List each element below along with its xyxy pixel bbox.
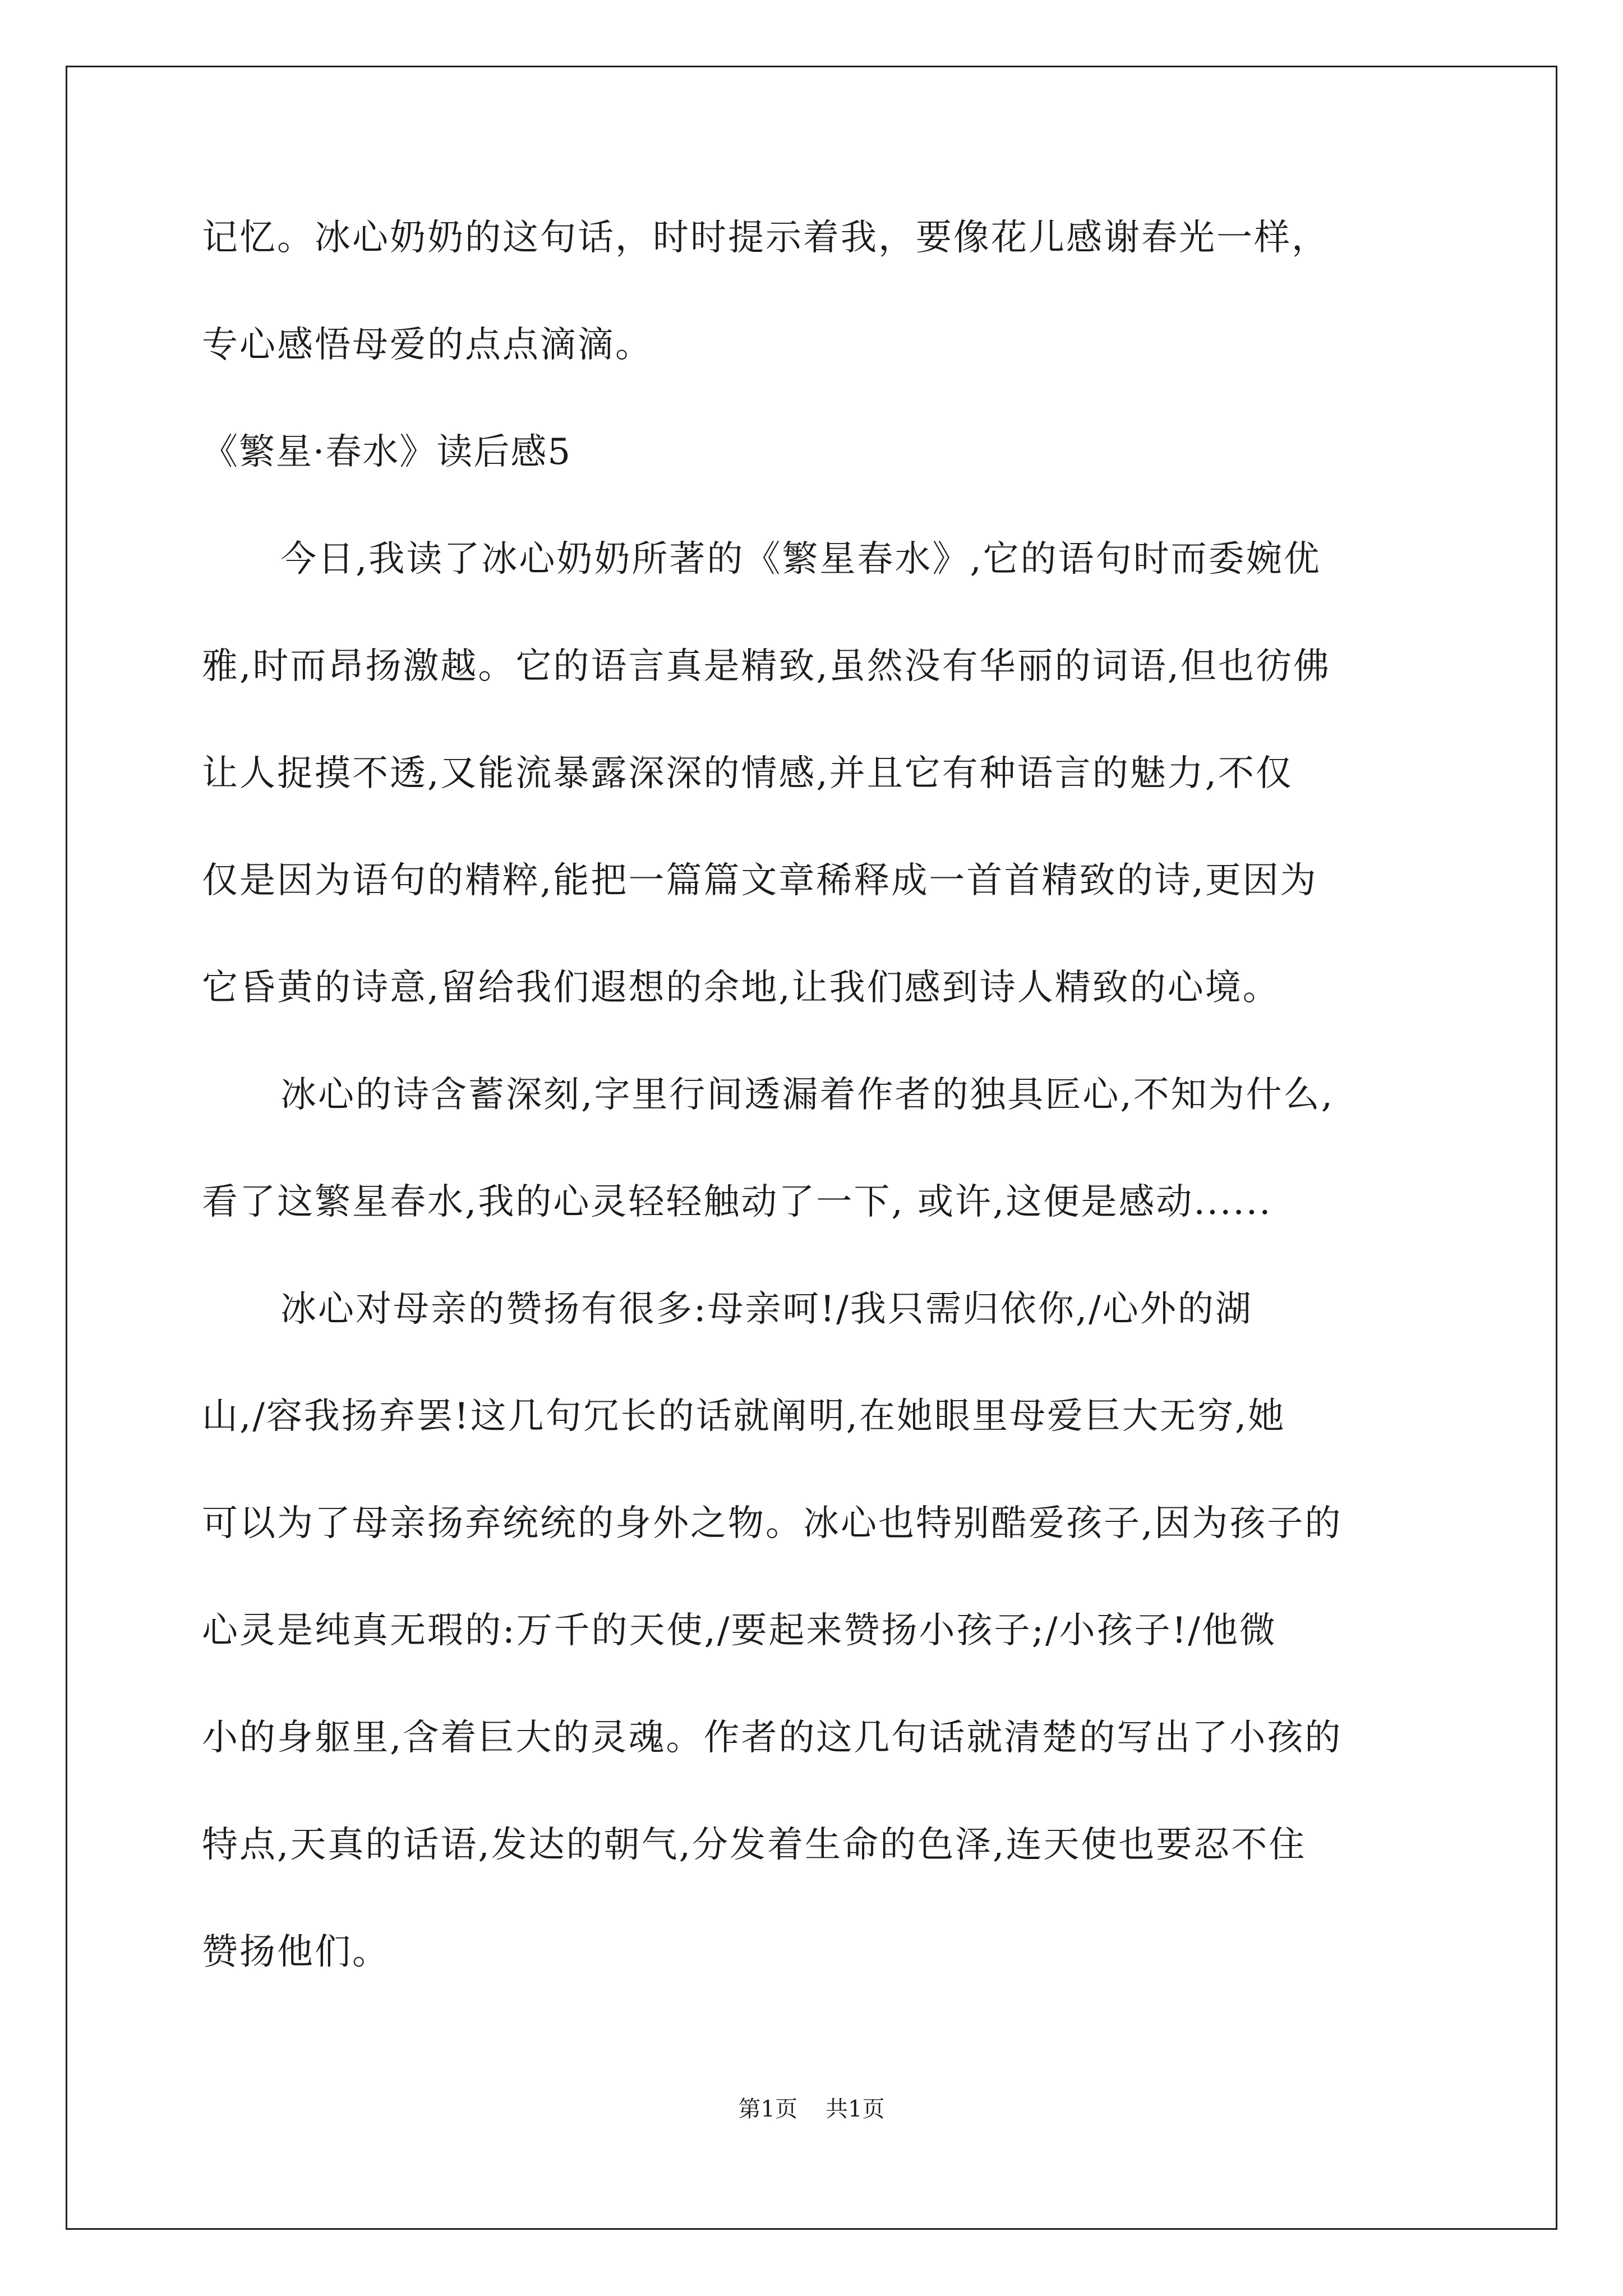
paragraph-line: 记忆。冰心奶奶的这句话，时时提示着我，要像花儿感谢春光一样， (202, 217, 1329, 259)
document-body (202, 217, 1436, 2041)
paragraph-line: 看了这繁星春水,我的心灵轻轻触动了一下, 或许,这便是感动...... (202, 1181, 1272, 1223)
paragraph-line: 仅是因为语句的精粹,能把一篇篇文章稀释成一首首精致的诗,更因为 (202, 860, 1318, 901)
page-footer (0, 2096, 1623, 2123)
paragraph-line: 冰心对母亲的赞扬有很多:母亲呵!/我只需归依你,/心外的湖 (280, 1289, 1253, 1330)
paragraph-line: 专心感悟母爱的点点滴滴。 (202, 324, 653, 366)
paragraph-line: 赞扬他们。 (202, 1931, 390, 1973)
paragraph-line: 今日,我读了冰心奶奶所著的《繁星春水》,它的语句时而委婉优 (280, 539, 1321, 580)
page-total: 共1页 (826, 2096, 885, 2122)
paragraph-line: 它昏黄的诗意,留给我们遐想的余地,让我们感到诗人精致的心境。 (202, 967, 1280, 1009)
section-heading: 《繁星·春水》读后感5 (202, 431, 572, 473)
paragraph-line: 心灵是纯真无瑕的:万千的天使,/要起来赞扬小孩子;/小孩子!/他微 (202, 1610, 1277, 1651)
paragraph-line: 特点,天真的话语,发达的朝气,分发着生命的色泽,连天使也要忍不住 (202, 1824, 1307, 1866)
paragraph-line: 小的身躯里,含着巨大的灵魂。作者的这几句话就清楚的写出了小孩的 (202, 1717, 1343, 1759)
paragraph-line: 雅,时而昂扬激越。它的语言真是精致,虽然没有华丽的词语,但也彷佛 (202, 646, 1331, 687)
page-number: 第1页 (738, 2096, 797, 2122)
paragraph-line: 山,/容我扬弃罢!这几句冗长的话就阐明,在她眼里母爱巨大无穷,她 (202, 1396, 1286, 1437)
paragraph-line: 可以为了母亲扬弃统统的身外之物。冰心也特别酷爱孩子,因为孩子的 (202, 1503, 1343, 1544)
paragraph-line: 冰心的诗含蓄深刻,字里行间透漏着作者的独具匠心,不知为什么, (280, 1074, 1335, 1116)
paragraph-line: 让人捉摸不透,又能流暴露深深的情感,并且它有种语言的魅力,不仅 (202, 753, 1294, 794)
